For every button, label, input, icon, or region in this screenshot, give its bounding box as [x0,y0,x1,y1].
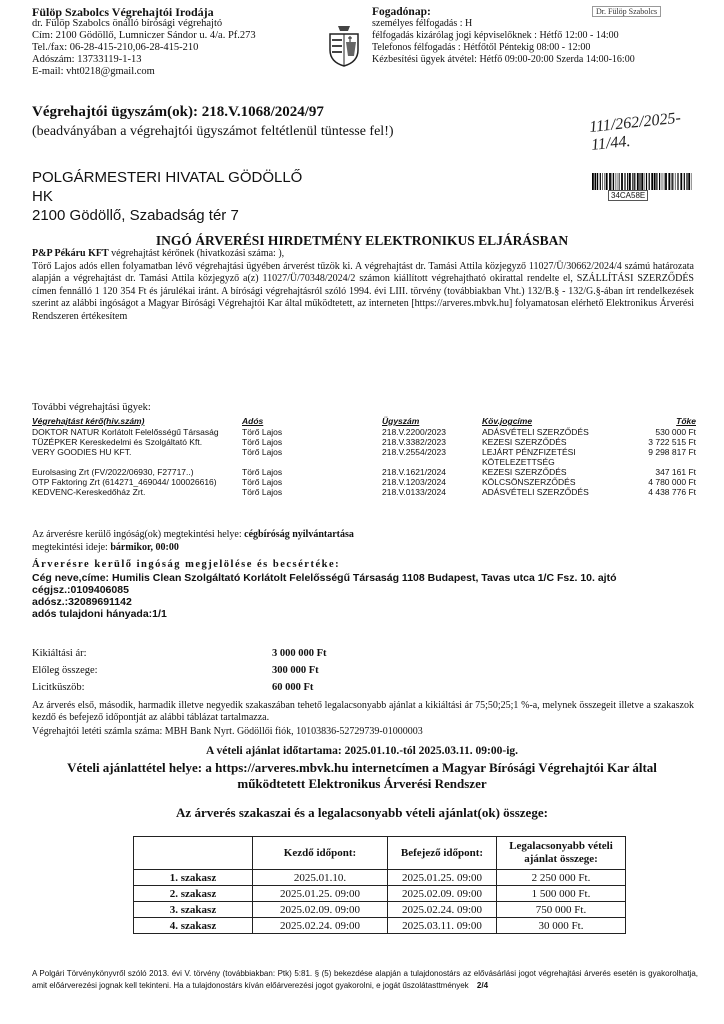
start-col-header: Kezdő időpont: [253,837,388,870]
table-row [32,447,696,467]
stages-table [133,836,626,934]
bank-account: Végrehajtói letéti számla száma: MBH Bank Nyrt. Gödöllői fiók, 10103836-52729739-01000003 [32,726,423,737]
cell-capital: 4 780 000 Ft [648,477,696,487]
stage-end: 2025.01.25. 09:00 [388,870,497,886]
col-header-creditor: Végrehajtást kérő(hiv.szám) [32,416,145,426]
cell-case: 218.V.1203/2024 [382,477,446,487]
stage-end: 2025.02.24. 09:00 [388,902,497,918]
cell-creditor: TÜZÉPKER Kereskedelmi és Szolgáltató Kft. [32,437,203,447]
viewing-time-label: megtekintési ideje: [32,542,108,553]
cell-capital: 3 722 515 Ft [648,437,696,447]
cell-claim: LEJÁRT PÉNZFIZETÉSI KÖTELEZETTSÉG [482,447,576,467]
recipient-street: 2100 Gödöllő, Szabadság tér 7 [32,207,239,224]
cell-debtor: Törő Lajos [242,477,283,487]
item-regno: cégjsz.:0109406085 [32,584,129,596]
footer-legal-text [32,968,698,992]
end-col-header: Befejező időpont: [388,837,497,870]
reception-line-4: Kézbesítési ügyek átvétel: Hétfő 09:00-20:00 Szerda 14:00-16:00 [372,54,635,65]
col-header-claim: Köv.jogcíme [482,416,533,426]
cell-creditor: DOKTOR NATUR Korlátolt Felelősségű Társaság [32,427,219,437]
case-number: Végrehajtói ügyszám(ok): 218.V.1068/2024/97 [32,104,324,120]
table-row [134,886,626,902]
creditor-name: P&P Pékáru KFT [32,248,109,259]
cell-capital: 347 161 Ft [655,467,696,477]
viewing-time-value: bármikor, 00:00 [110,542,179,553]
item-title: Árverésre kerülő ingóság megjelölése és becsértéke: [32,559,341,570]
reception-line-3: Telefonos félfogadás : Hétfőtől Péntekig 08:00 - 12:00 [372,42,591,53]
deposit-amount: 300 000 Ft [272,665,319,676]
viewing-time [32,542,179,553]
table-row [134,902,626,918]
recipient-dept: HK [32,188,53,205]
stage-start: 2025.02.09. 09:00 [253,902,388,918]
other-cases-title: További végrehajtási ügyek: [32,402,151,413]
barcode-number: 34CA58E [608,190,648,201]
cell-case: 218.V.2554/2023 [382,447,446,457]
cell-debtor: Törő Lajos [242,487,283,497]
stage-min-bid: 1 500 000 Ft. [497,886,626,902]
cell-creditor: KEDVENC-Kereskedőház Zrt. [32,487,146,497]
handwritten-reference: 111/262/2025- 11/44. [588,109,682,154]
stage-name: 1. szakasz [134,870,253,886]
cell-creditor: Eurolsasing Zrt (FV/2022/06930, F27717..) [32,467,194,477]
col-header-debtor: Adós [242,416,264,426]
intro-body: Törő Lajos adós ellen folyamatban lévő végrehajtási ügyében árverést tűzök ki. A végrehajtást dr. Tamási Attila közjegyző 11027/Ü/30662/2024/4 számú határozata alapján a végrehajtást dr. Tamási Attila közjegyző a(z) 11027/Ü/70348/2024/2 számon kiállított végrehajtható okirattal rendelte el, SZÁLLÍTÁSI SZERZŐDÉS címen fennálló 1 120 354 Ft és járulékai iránt. A bírósági végrehajtásról szóló 1994. évi LIII. törvény (továbbiakban Vht.) 132/B.§ - 132/G.§-ában írt rendelkezések szerint az alábbi ingóságot a Magyar Bírósági Végrehajtói Kar által működtetett, az interneten [https://arveres.mbvk.hu] folyamatosan elérhető Elektronikus Árverési Rendszeren értékesítem [32,260,694,322]
cell-case: 218.V.3382/2023 [382,437,446,447]
table-row [32,437,696,447]
stage-col-header [134,837,253,870]
stage-start: 2025.02.24. 09:00 [253,918,388,934]
item-taxno: adósz.:32089691142 [32,596,132,608]
cell-capital: 4 438 776 Ft [648,487,696,497]
cell-debtor: Törő Lajos [242,467,283,477]
officer-stamp: Dr. Fülöp Szabolcs [592,6,661,17]
stage-min-bid: 2 250 000 Ft. [497,870,626,886]
stage-name: 3. szakasz [134,902,253,918]
cell-claim: KEZESI SZERZŐDÉS [482,467,567,477]
page-number: 2/4 [476,981,489,990]
col-header-case: Ügyszám [382,416,420,426]
stage-end: 2025.02.09. 09:00 [388,886,497,902]
office-email: E-mail: vht0218@gmail.com [32,66,155,77]
office-phone: Tel./fax: 06-28-415-210,06-28-415-210 [32,42,199,53]
cell-debtor: Törő Lajos [242,427,283,437]
table-row [32,427,696,437]
price-values [32,645,382,696]
bid-step: 60 000 Ft [272,682,314,693]
stage-name: 2. szakasz [134,886,253,902]
office-address: Cím: 2100 Gödöllő, Lumniczer Sándor u. 4/a. Pf.273 [32,30,256,41]
cell-case: 218.V.0133/2024 [382,487,446,497]
office-tax: Adószám: 13733119-1-13 [32,54,142,65]
stage-start: 2025.01.25. 09:00 [253,886,388,902]
stage-min-bid: 30 000 Ft. [497,918,626,934]
stage-start: 2025.01.10. [253,870,388,886]
item-description [32,572,617,620]
officer-name: dr. Fülöp Szabolcs önálló bírósági végrehajtó [32,18,223,29]
cell-claim: ADÁSVÉTELI SZERZŐDÉS [482,487,589,497]
cell-case: 218.V.1621/2024 [382,467,446,477]
office-header [32,6,256,78]
cell-case: 218.V.2200/2023 [382,427,446,437]
table-row [134,870,626,886]
starting-price-label: Kikiáltási ár: [32,648,87,659]
footer-text: A Polgári Törvénykönyvről szóló 2013. évi V. törvény (továbbiakban: Ptk) 5:81. § (5) bekezdése alapján a tulajdonostárs az elővásárlási jogot végrehajtási árverés esetén is gyakorolhatja, amit előárverezési jognak kell tekinteni. Ha a tulajdonostárs kíván előárverezési jogot gyakorolni, e jogát űszolátasttmények [32,969,698,990]
stage-explanation: Az árverés első, második, harmadik illetve negyedik szakaszában tehető legalacsonyabb ajánlat a kikiáltási ár 75;50;25;1 %-a, melynek összegeit illetve a szakaszok kezdő és befejező időpontját az alábbi táblázat tartalmazza. [32,700,694,723]
cell-claim: ADÁSVÉTELI SZERZŐDÉS [482,427,589,437]
cell-creditor: VERY GOODIES HU KFT. [32,447,132,457]
table-row [32,477,696,487]
cell-claim: KEZESI SZERZŐDÉS [482,437,567,447]
col-header-capital: Tőke [676,416,696,426]
reception-line-1: személyes félfogadás : H [372,18,473,29]
coat-of-arms-icon [326,22,362,68]
cell-capital: 9 298 817 Ft [648,447,696,457]
case-note: (beadványában a végrehajtói ügyszámot feltétlenül tüntesse fel!) [32,124,394,139]
cell-capital: 530 000 Ft [655,427,696,437]
barcode-icon [592,173,692,190]
item-company: Cég neve,címe: Humilis Clean Szolgáltató Korlátolt Felelősségű Társaság 1108 Budapest, Tavas utca 1/C Fsz. 10. ajtó [32,572,617,584]
document-title: INGÓ ÁRVERÉSI HIRDETMÉNY ELEKTRONIKUS ELJÁRÁSBAN [155,233,569,248]
stage-end: 2025.03.11. 09:00 [388,918,497,934]
deposit-label: Előleg összege: [32,665,98,676]
stages-title: Az árverés szakaszai és a legalacsonyabb vételi ajánlat(ok) összege: [176,805,548,820]
cell-debtor: Törő Lajos [242,437,283,447]
intro-paragraph [32,248,694,323]
viewing-place-value: cégbíróság nyilvántartása [244,529,354,540]
cell-claim: KÖLCSÖNSZERZŐDÉS [482,477,576,487]
viewing-place [32,529,354,540]
table-row [32,487,696,497]
cell-creditor: OTP Faktoring Zrt (614271_469044/ 100026616) [32,477,217,487]
other-cases-table [32,415,696,497]
starting-price: 3 000 000 Ft [272,648,327,659]
min-bid-col-header: Legalacsonyabb vételi ajánlat összege: [497,837,626,870]
recipient-name: POLGÁRMESTERI HIVATAL GÖDÖLLŐ [32,169,303,186]
recipient-address [32,168,302,225]
stage-name: 4. szakasz [134,918,253,934]
item-ownership: adós tulajdoni hányada:1/1 [32,608,167,620]
reception-title: Fogadónap: [372,6,431,18]
reception-line-2: félfogadás kizárólag jogi képviselőknek : Hétfő 12:00 - 14:00 [372,30,619,41]
creditor-rest: végrehajtást kérőnek (hivatkozási száma: ), [108,248,285,259]
table-row [134,918,626,934]
offer-period: A vételi ajánlat időtartama: 2025.01.10.-tól 2025.03.11. 09:00-ig. [205,745,519,757]
bid-step-label: Licitküszöb: [32,682,85,693]
table-row [32,467,696,477]
offer-place: Vételi ajánlattétel helye: a https://arveres.mbvk.hu internetcímen a Magyar Bírósági Végrehajtói Kar által működtetett Elektronikus Árverési Rendszer [67,760,657,791]
office-name: Fülöp Szabolcs Végrehajtói Irodája [32,5,214,19]
cell-debtor: Törő Lajos [242,447,283,457]
viewing-place-label: Az árverésre kerülő ingóság(ok) megtekintési helye: [32,529,242,540]
stage-min-bid: 750 000 Ft. [497,902,626,918]
